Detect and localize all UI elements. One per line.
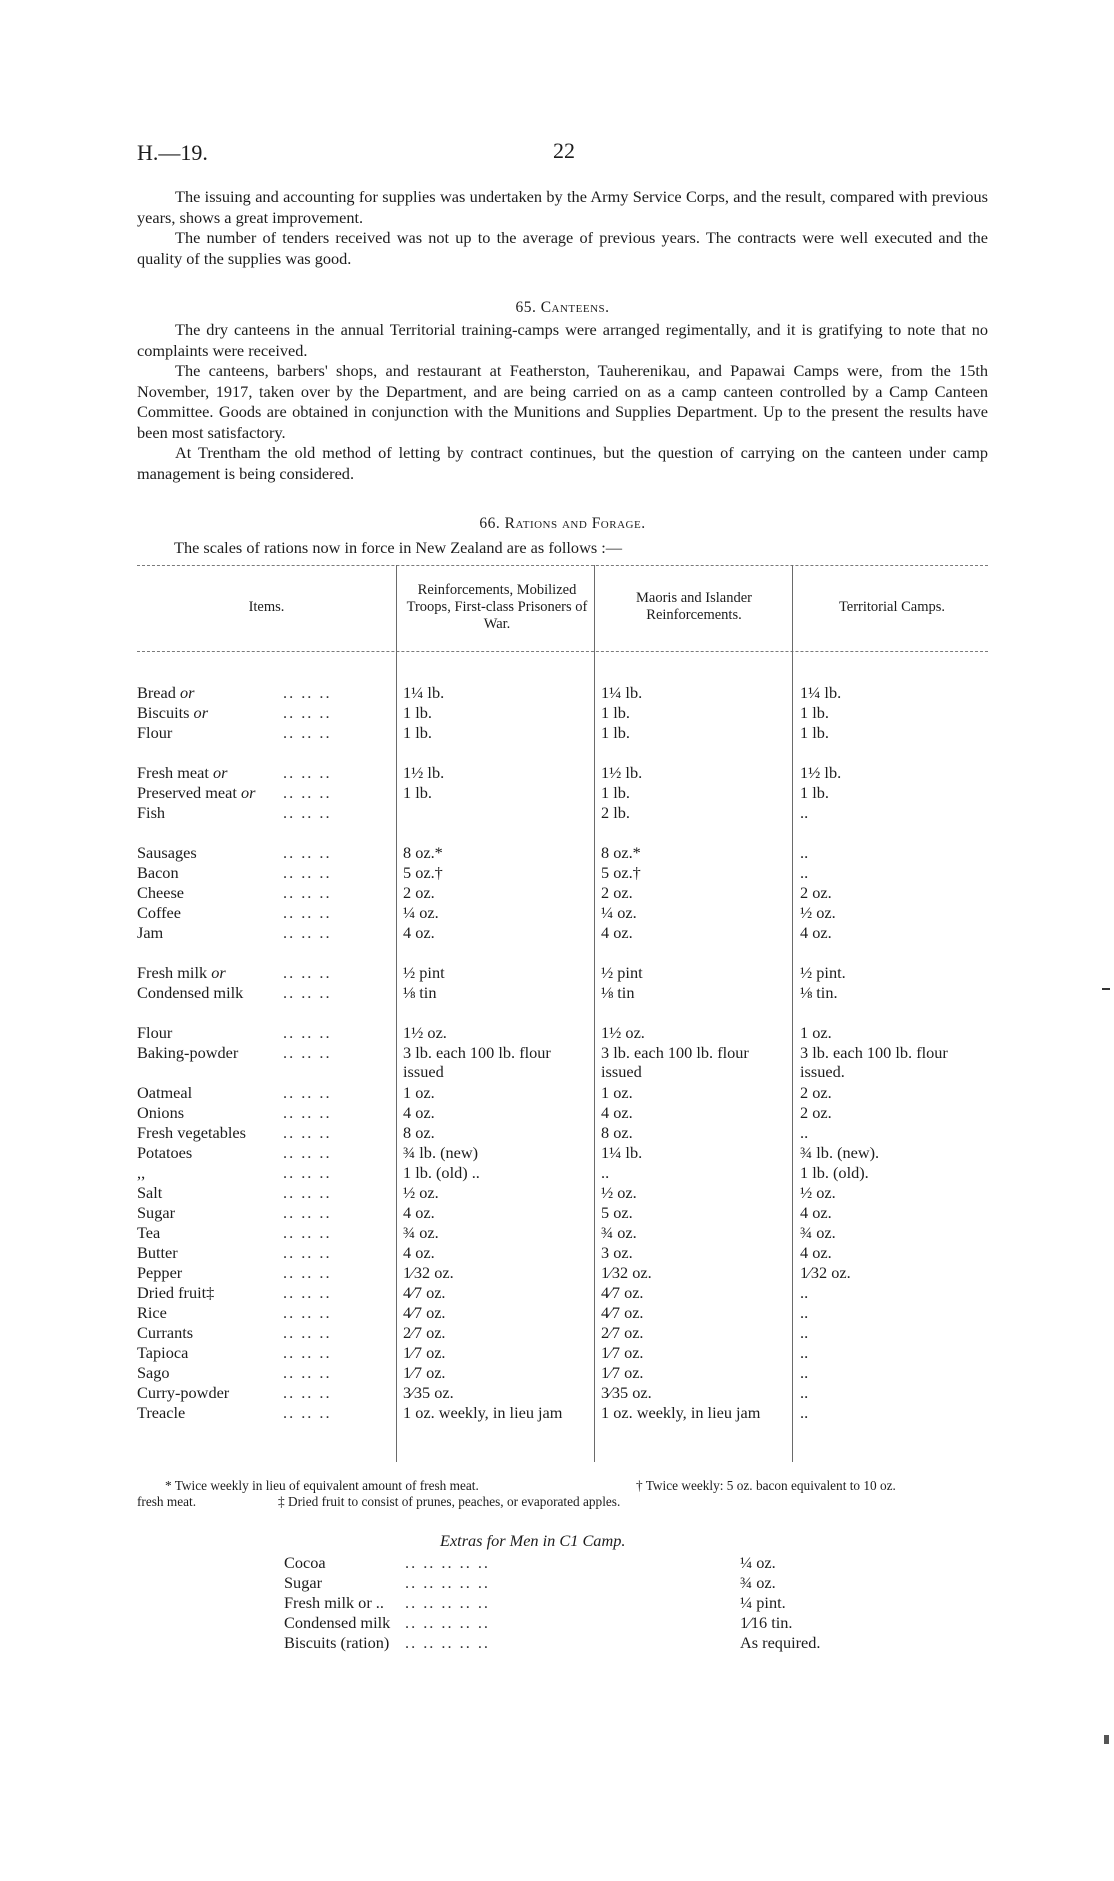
- footnote-star: * Twice weekly in lieu of equivalent amount of fresh meat.: [165, 1478, 479, 1493]
- item-name: Tapioca: [137, 1343, 189, 1362]
- dot-leader: .. .. ..: [283, 923, 332, 942]
- dot-leader: .. .. ..: [283, 1043, 332, 1062]
- cell-maori: 1⁄7 oz.: [601, 1363, 644, 1382]
- column-divider: [594, 565, 595, 1462]
- cell-terr: ½ pint.: [800, 963, 846, 982]
- item-name: Tea: [137, 1223, 161, 1242]
- cell-terr: 4 oz.: [800, 1243, 832, 1262]
- cell-maori: 1⁄32 oz.: [601, 1263, 652, 1282]
- cell-maori: ..: [601, 1163, 610, 1182]
- item-name: Sago: [137, 1363, 170, 1382]
- cell-terr: 2 oz.: [800, 883, 832, 902]
- cell-terr: 1½ lb.: [800, 763, 842, 782]
- cell-terr: ½ oz.: [800, 1183, 836, 1202]
- cell-reinf: 1½ oz.: [403, 1023, 447, 1042]
- item-name: Flour: [137, 1023, 173, 1042]
- column-divider: [396, 565, 397, 1462]
- cell-reinf: 1 lb.: [403, 723, 432, 742]
- cell-reinf: 8 oz.: [403, 1123, 435, 1142]
- cell-reinf: ¾ lb. (new): [403, 1143, 479, 1162]
- cell-reinf: 4⁄7 oz.: [403, 1283, 446, 1302]
- dot-leader: .. .. ..: [283, 1183, 332, 1202]
- dot-leader: .. .. ..: [283, 1123, 332, 1142]
- cell-maori: 2 oz.: [601, 883, 633, 902]
- dot-leader: .. .. ..: [283, 1083, 332, 1102]
- cell-maori: 1⁄7 oz.: [601, 1343, 644, 1362]
- dot-leader: .. .. ..: [283, 903, 332, 922]
- item-name: Cheese: [137, 883, 185, 902]
- dot-leader: .. .. ..: [283, 683, 332, 702]
- dot-leader: .. .. ..: [283, 803, 332, 822]
- paragraph: At Trentham the old method of letting by contract continues, but the question of carrying on the canteen under camp management is being considered.: [137, 443, 988, 483]
- dot-leader: .. .. ..: [283, 763, 332, 782]
- item-name: Oatmeal: [137, 1083, 193, 1102]
- cell-reinf: ½ oz.: [403, 1183, 439, 1202]
- rations-intro: The scales of rations now in force in New Zealand are as follows :—: [174, 538, 623, 557]
- dot-leader: .. .. .. .. ..: [405, 1553, 490, 1572]
- dot-leader: .. .. .. .. ..: [405, 1633, 490, 1652]
- dot-leader: .. .. ..: [283, 983, 332, 1002]
- cell-reinf: ¾ oz.: [403, 1223, 439, 1242]
- dot-leader: .. .. ..: [283, 703, 332, 722]
- dot-leader: .. .. .. .. ..: [405, 1613, 490, 1632]
- extras-value: ¼ pint.: [740, 1593, 786, 1612]
- dot-leader: .. .. ..: [283, 1323, 332, 1342]
- footnote-ddagger: ‡ Dried fruit to consist of prunes, peaches, or evaporated apples.: [278, 1494, 621, 1509]
- cell-terr: ..: [800, 1283, 809, 1302]
- dot-leader: .. .. ..: [283, 783, 332, 802]
- cell-terr: ..: [800, 863, 809, 882]
- dot-leader: .. .. ..: [283, 1163, 332, 1182]
- item-name: Fish: [137, 803, 166, 822]
- cell-terr: ..: [800, 1363, 809, 1382]
- footnote-dagger: † Twice weekly: 5 oz. bacon equivalent to 10 oz.: [636, 1478, 896, 1493]
- item-name: Fresh vegetables: [137, 1123, 246, 1142]
- footnote-dagger-continued: fresh meat.: [137, 1494, 197, 1509]
- extras-value: 1⁄16 tin.: [740, 1613, 793, 1632]
- cell-reinf: 4 oz.: [403, 923, 435, 942]
- heading-number: 65.: [515, 299, 537, 316]
- cell-terr: ..: [800, 803, 809, 822]
- cell-terr: 1 oz.: [800, 1023, 832, 1042]
- cell-maori: 1 oz. weekly, in lieu jam: [601, 1403, 761, 1422]
- cell-terr: 1 lb.: [800, 783, 829, 802]
- cell-reinf: 4 oz.: [403, 1203, 435, 1222]
- item-name: Preserved meat or: [137, 783, 256, 802]
- cell-maori: ½ oz.: [601, 1183, 637, 1202]
- item-name: Treacle: [137, 1403, 186, 1422]
- dot-leader: .. .. ..: [283, 1103, 332, 1122]
- cell-terr: 3 lb. each 100 lb. flour issued.: [800, 1043, 948, 1081]
- dot-leader: .. .. ..: [283, 1263, 332, 1282]
- cell-maori: 1¼ lb.: [601, 683, 643, 702]
- cell-maori: 1 lb.: [601, 703, 630, 722]
- cell-maori: 8 oz.: [601, 1123, 633, 1142]
- cell-terr: 2 oz.: [800, 1103, 832, 1122]
- cell-reinf: 1 oz. weekly, in lieu jam: [403, 1403, 563, 1422]
- item-name: Onions: [137, 1103, 185, 1122]
- cell-terr: ..: [800, 1343, 809, 1362]
- cell-terr: ⅛ tin.: [800, 983, 838, 1002]
- cell-reinf: ½ pint: [403, 963, 445, 982]
- cell-maori: 1 lb.: [601, 783, 630, 802]
- extras-item: Biscuits (ration): [284, 1633, 390, 1652]
- cell-maori: 1 oz.: [601, 1083, 633, 1102]
- extras-item: Condensed milk: [284, 1613, 391, 1632]
- cell-reinf: 3⁄35 oz.: [403, 1383, 454, 1402]
- margin-mark: [1102, 988, 1110, 990]
- dot-leader: .. .. ..: [283, 883, 332, 902]
- item-name: Fresh meat or: [137, 763, 228, 782]
- cell-reinf: 3 lb. each 100 lb. flour issued: [403, 1043, 551, 1081]
- cell-terr: ..: [800, 1123, 809, 1142]
- cell-reinf: 4 oz.: [403, 1243, 435, 1262]
- item-name: Butter: [137, 1243, 178, 1262]
- cell-maori: 1¼ lb.: [601, 1143, 643, 1162]
- dot-leader: .. .. ..: [283, 963, 332, 982]
- item-name: Bacon: [137, 863, 179, 882]
- cell-terr: 1 lb.: [800, 723, 829, 742]
- dot-leader: .. .. ..: [283, 1023, 332, 1042]
- cell-reinf: 1⁄32 oz.: [403, 1263, 454, 1282]
- dot-leader: .. .. ..: [283, 1143, 332, 1162]
- cell-reinf: ⅛ tin: [403, 983, 437, 1002]
- column-header-territorial: Territorial Camps.: [838, 599, 946, 615]
- heading-title: Canteens.: [540, 299, 610, 316]
- cell-reinf: 2 oz.: [403, 883, 435, 902]
- item-name: Currants: [137, 1323, 194, 1342]
- cell-terr: ..: [800, 1303, 809, 1322]
- cell-terr: ¾ lb. (new).: [800, 1143, 880, 1162]
- cell-reinf: ¼ oz.: [403, 903, 439, 922]
- item-name: Pepper: [137, 1263, 183, 1282]
- item-name: Sausages: [137, 843, 197, 862]
- paragraph: The issuing and accounting for supplies was undertaken by the Army Service Corps, and the result, compared with previous years, shows a great improvement.: [137, 187, 988, 227]
- item-name: Curry-powder: [137, 1383, 230, 1402]
- extras-value: ¼ oz.: [740, 1553, 776, 1572]
- item-name: Fresh milk or: [137, 963, 226, 982]
- dot-leader: .. .. ..: [283, 1303, 332, 1322]
- cell-maori: 3 oz.: [601, 1243, 633, 1262]
- cell-maori: 3 lb. each 100 lb. flour issued: [601, 1043, 749, 1081]
- cell-maori: ¼ oz.: [601, 903, 637, 922]
- cell-terr: ..: [800, 1403, 809, 1422]
- cell-terr: 1 lb.: [800, 703, 829, 722]
- dot-leader: .. .. ..: [283, 843, 332, 862]
- cell-maori: 5 oz.†: [601, 863, 641, 882]
- cell-maori: 4⁄7 oz.: [601, 1303, 644, 1322]
- cell-maori: 4 oz.: [601, 1103, 633, 1122]
- cell-reinf: 1½ lb.: [403, 763, 445, 782]
- cell-terr: 4 oz.: [800, 1203, 832, 1222]
- cell-maori: 2 lb.: [601, 803, 630, 822]
- cell-maori: 5 oz.: [601, 1203, 633, 1222]
- cell-maori: 1½ oz.: [601, 1023, 645, 1042]
- cell-terr: ..: [800, 1323, 809, 1342]
- item-name: Biscuits or: [137, 703, 209, 722]
- item-name: Rice: [137, 1303, 167, 1322]
- cell-terr: 1⁄32 oz.: [800, 1263, 851, 1282]
- item-name: Potatoes: [137, 1143, 193, 1162]
- cell-terr: ½ oz.: [800, 903, 836, 922]
- cell-maori: 3⁄35 oz.: [601, 1383, 652, 1402]
- cell-reinf: 1⁄7 oz.: [403, 1363, 446, 1382]
- column-divider: [792, 565, 793, 1462]
- column-header-maoris: Maoris and Islander Reinforcements.: [636, 590, 752, 623]
- table-top-rule: [137, 565, 988, 566]
- dot-leader: .. .. ..: [283, 723, 332, 742]
- item-name: Flour: [137, 723, 173, 742]
- cell-terr: 2 oz.: [800, 1083, 832, 1102]
- table-header-rule: [137, 651, 988, 652]
- cell-reinf: 5 oz.†: [403, 863, 443, 882]
- extras-item: Sugar: [284, 1573, 322, 1592]
- cell-reinf: 1¼ lb.: [403, 683, 445, 702]
- paragraph: The canteens, barbers' shops, and restaurant at Featherston, Tauherenikau, and Papawai Camps were, from the 15th November, 1917, taken over by the Department, and are being carried on as a camp canteen controlled by a Camp Canteen Committee. Goods are obtained in conjunction with the Munitions and Supplies Department. Up to the present the results have been most satisfactory.: [137, 361, 988, 442]
- item-name: Sugar: [137, 1203, 175, 1222]
- cell-terr: ..: [800, 1383, 809, 1402]
- cell-terr: 4 oz.: [800, 923, 832, 942]
- paragraph: The dry canteens in the annual Territorial training-camps were arranged regimentally, and it is gratifying to note that no complaints were received.: [137, 320, 988, 360]
- cell-maori: 1 lb.: [601, 723, 630, 742]
- dot-leader: .. .. ..: [283, 1203, 332, 1222]
- extras-value: As required.: [740, 1633, 821, 1652]
- cell-maori: ½ pint: [601, 963, 643, 982]
- cell-terr: ¾ oz.: [800, 1223, 836, 1242]
- dot-leader: .. .. ..: [283, 1243, 332, 1262]
- extras-item: Cocoa: [284, 1553, 326, 1572]
- column-header-items: Items.: [248, 599, 285, 615]
- extras-item: Fresh milk or ..: [284, 1593, 384, 1612]
- dot-leader: .. .. ..: [283, 1343, 332, 1362]
- cell-reinf: 4 oz.: [403, 1103, 435, 1122]
- column-header-reinforcements: Reinforcements, Mobilized Troops, First-class Prisoners of War.: [406, 582, 588, 632]
- heading-title: Rations and Forage.: [504, 515, 646, 532]
- cell-reinf: 2⁄7 oz.: [403, 1323, 446, 1342]
- cell-maori: 8 oz.*: [601, 843, 641, 862]
- item-name: Bread or: [137, 683, 195, 702]
- extras-title: Extras for Men in C1 Camp.: [440, 1531, 626, 1550]
- dot-leader: .. .. ..: [283, 1403, 332, 1422]
- cell-maori: 4 oz.: [601, 923, 633, 942]
- cell-reinf: 1 oz.: [403, 1083, 435, 1102]
- item-name: Dried fruit‡: [137, 1283, 215, 1302]
- extras-value: ¾ oz.: [740, 1573, 776, 1592]
- cell-maori: 2⁄7 oz.: [601, 1323, 644, 1342]
- cell-reinf: 4⁄7 oz.: [403, 1303, 446, 1322]
- dot-leader: .. .. ..: [283, 1363, 332, 1382]
- dot-leader: .. .. ..: [283, 863, 332, 882]
- page-number: 22: [553, 138, 575, 163]
- cell-terr: ..: [800, 843, 809, 862]
- dot-leader: .. .. ..: [283, 1283, 332, 1302]
- cell-reinf: 8 oz.*: [403, 843, 443, 862]
- heading-number: 66.: [479, 515, 501, 532]
- cell-reinf: 1 lb.: [403, 703, 432, 722]
- dot-leader: .. .. ..: [283, 1223, 332, 1242]
- cell-maori: ¾ oz.: [601, 1223, 637, 1242]
- dot-leader: .. .. .. .. ..: [405, 1573, 490, 1592]
- item-name: Coffee: [137, 903, 182, 922]
- paragraph: The number of tenders received was not up to the average of previous years. The contracts were well executed and the quality of the supplies was good.: [137, 228, 988, 268]
- item-name: Condensed milk: [137, 983, 244, 1002]
- cell-terr: 1¼ lb.: [800, 683, 842, 702]
- item-name: ,,: [137, 1163, 146, 1182]
- margin-mark: [1104, 1735, 1109, 1744]
- item-name: Jam: [137, 923, 164, 942]
- cell-reinf: 1 lb. (old) ..: [403, 1163, 480, 1182]
- cell-terr: 1 lb. (old).: [800, 1163, 869, 1182]
- document-code: H.—19.: [137, 140, 208, 165]
- dot-leader: .. .. .. .. ..: [405, 1593, 490, 1612]
- dot-leader: .. .. ..: [283, 1383, 332, 1402]
- cell-reinf: 1⁄7 oz.: [403, 1343, 446, 1362]
- cell-maori: 4⁄7 oz.: [601, 1283, 644, 1302]
- item-name: Baking-powder: [137, 1043, 239, 1062]
- item-name: Salt: [137, 1183, 163, 1202]
- cell-maori: 1½ lb.: [601, 763, 643, 782]
- cell-maori: ⅛ tin: [601, 983, 635, 1002]
- cell-reinf: 1 lb.: [403, 783, 432, 802]
